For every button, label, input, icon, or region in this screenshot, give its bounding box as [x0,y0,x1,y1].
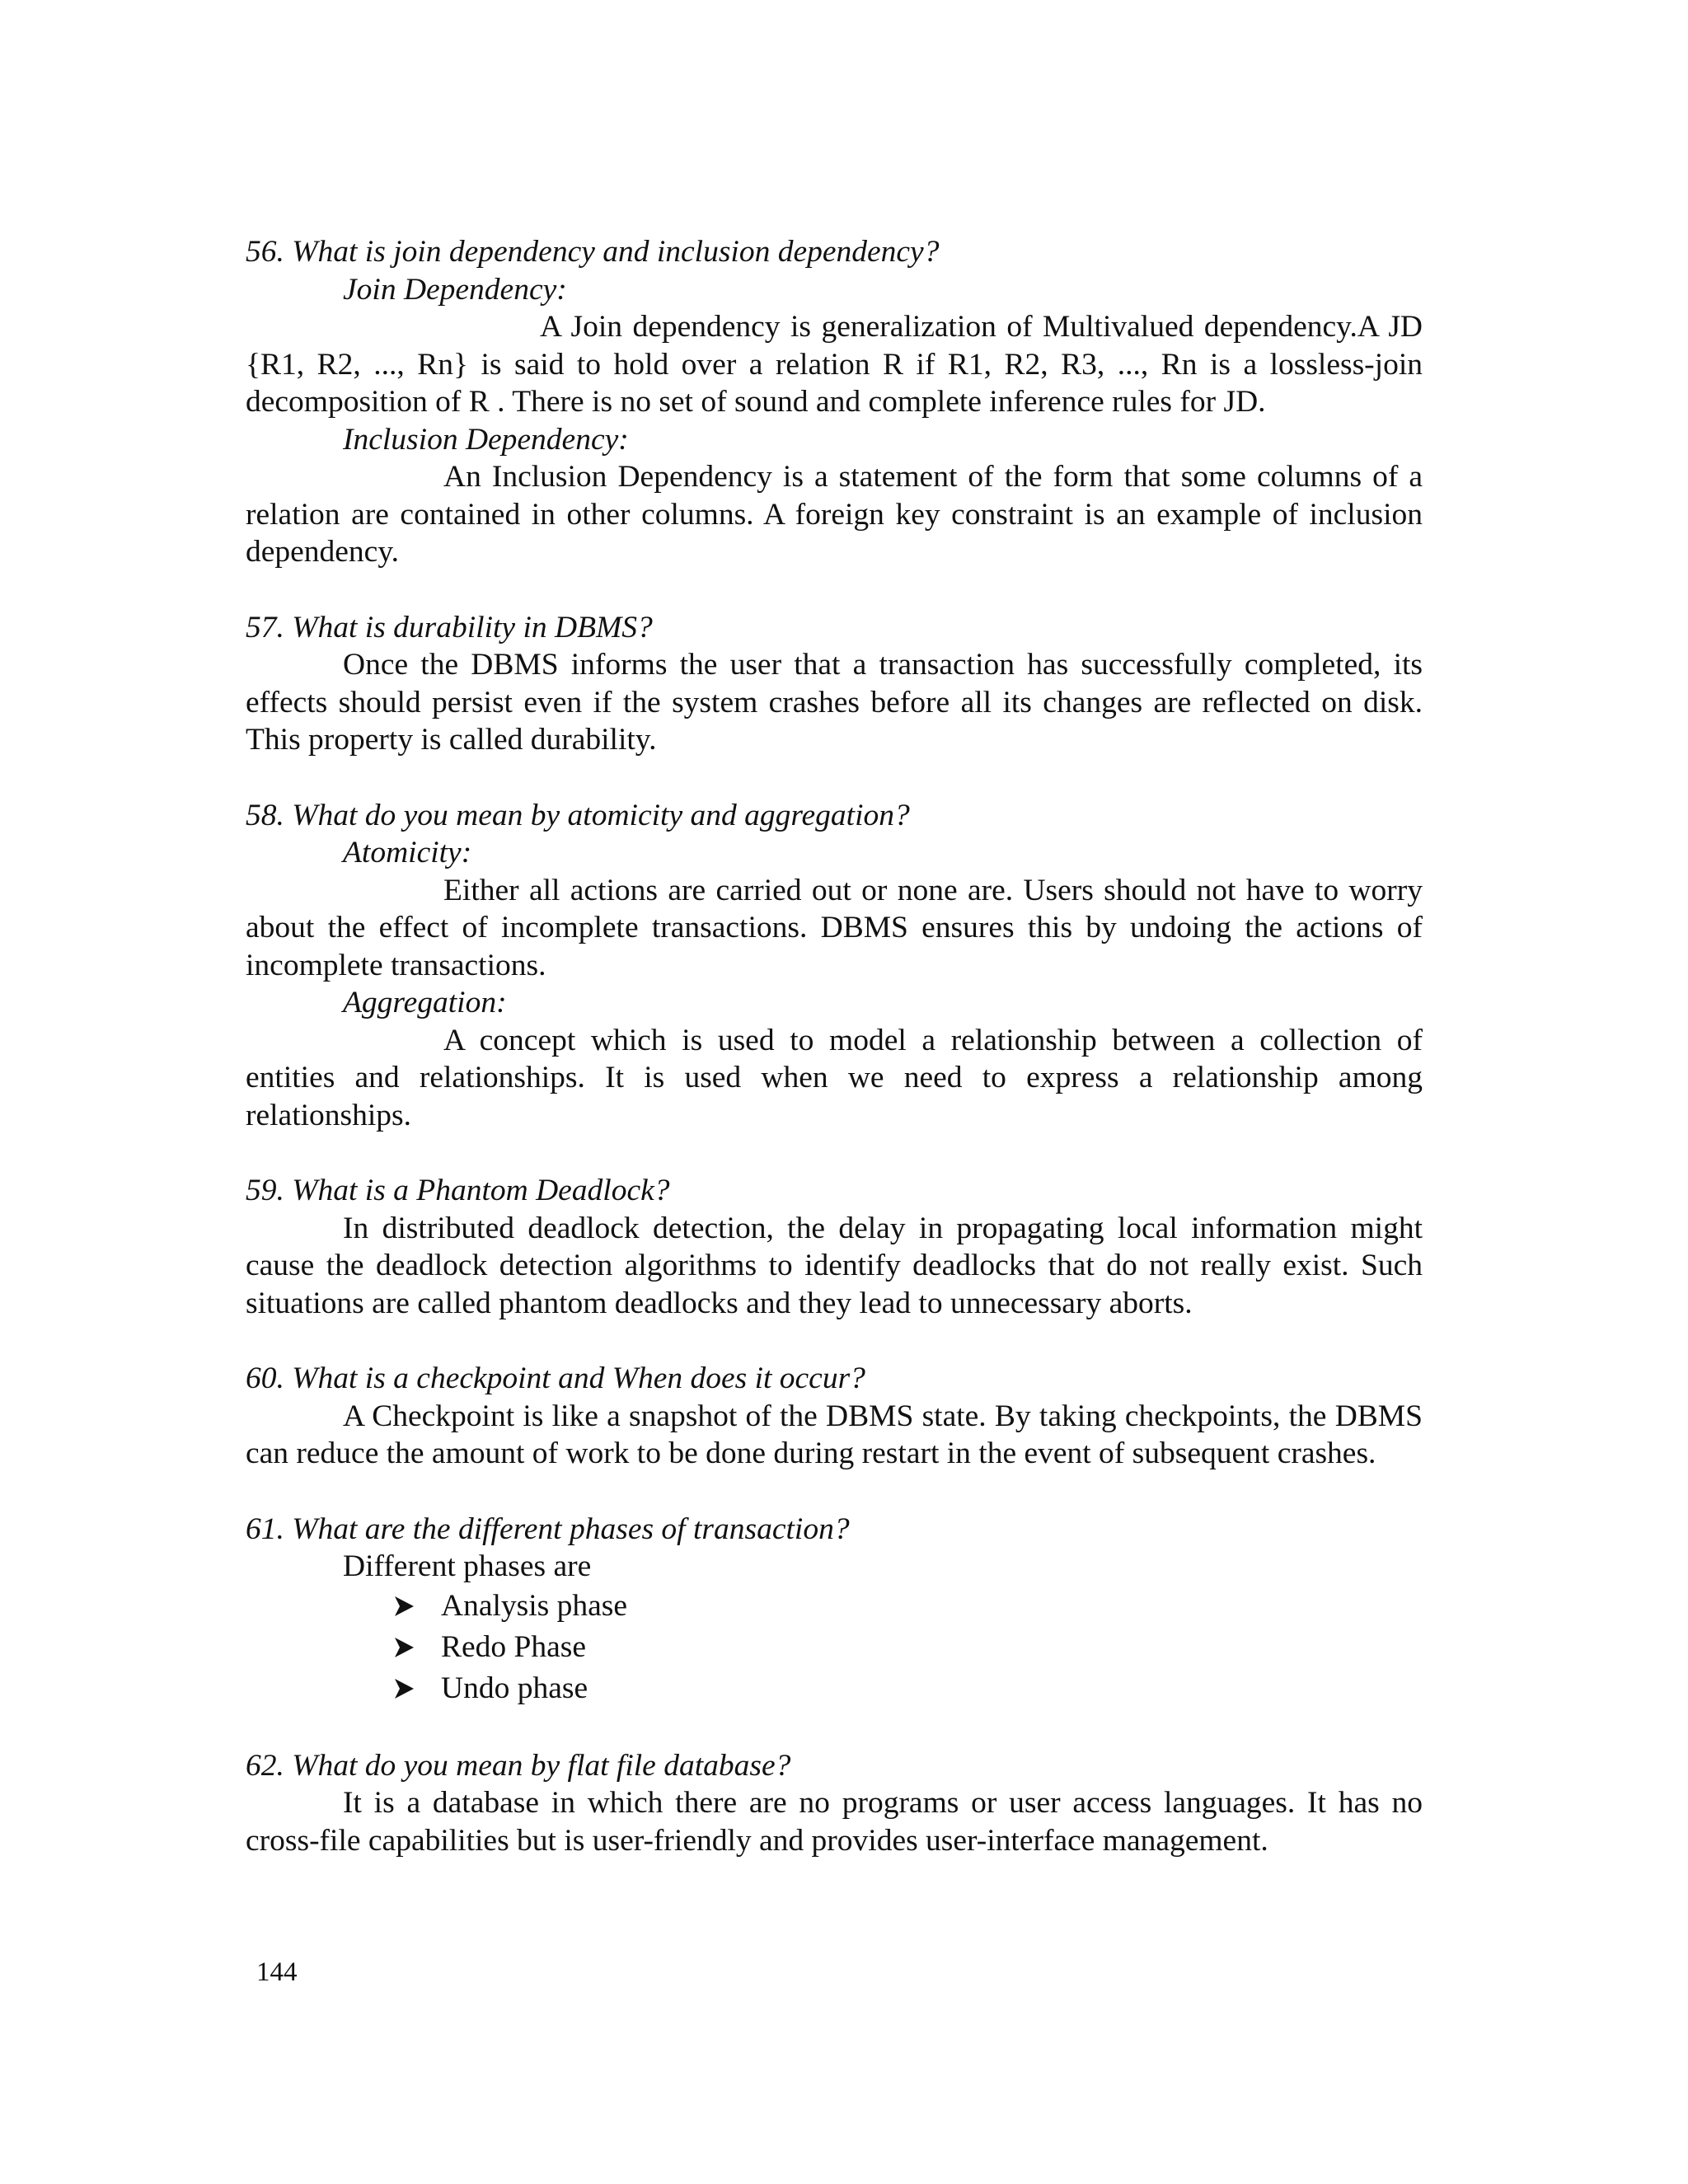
flat-file-answer: It is a database in which there are no programs or user access languages. It has no cross-file capabilities but is user-friendly and provides user-interface management. [246,1786,1423,1858]
question-62: 62. What do you mean by flat file database? [246,1748,791,1783]
page-number: 144 [256,1957,298,1987]
section-gap [246,571,1423,609]
section-gap [246,1709,1423,1747]
list-item [246,1668,1423,1709]
durability-answer: Once the DBMS informs the user that a transaction has successfully completed, its effects should persist even if the system crashes before all its changes are reflected on disk. This property is called durability. [246,648,1423,757]
question-59: 59. What is a Phantom Deadlock? [246,1174,670,1207]
phase-item-label: Undo phase [441,1671,588,1705]
phantom-deadlock-answer: In distributed deadlock detection, the delay in propagating local information might cause the deadlock detection algorithms to identify deadlocks that do not really exist. Such situations are called phantom deadlocks and they lead to unnecessary aborts. [246,1211,1423,1320]
phases-intro: Different phases are [343,1549,592,1583]
phase-item-label: Analysis phase [441,1588,628,1623]
join-dependency-text: A Join dependency is generalization of Multivalued dependency.A JD {R1, R2, ..., Rn} is said to hold over a relation R if R1, R2, R3, ..., Rn is a lossless-join decomposition of R . There is no set of sound and complete inference rules for JD. [246,310,1423,419]
list-item [246,1586,1423,1627]
atomicity-heading: Atomicity: [343,836,472,869]
question-57: 57. What is durability in DBMS? [246,610,653,644]
aggregation-heading: Aggregation: [343,986,507,1019]
question-61: 61. What are the different phases of transaction? [246,1511,850,1546]
section-gap [246,1473,1423,1511]
inclusion-dependency-heading: Inclusion Dependency: [343,422,629,457]
section-gap [246,1322,1423,1360]
atomicity-text: Either all actions are carried out or none are. Users should not have to worry about the effect of incomplete transactions. DBMS ensures this by undoing the actions of incomplete transactions. [246,873,1423,982]
page-content [246,233,1423,1859]
arrowhead-bullet-icon [394,1678,415,1699]
join-dependency-heading: Join Dependency: [343,272,567,307]
list-item [246,1627,1423,1668]
section-gap [246,759,1423,797]
phase-item-label: Redo Phase [441,1629,587,1664]
question-58: 58. What do you mean by atomicity and aggregation? [246,798,910,832]
arrowhead-bullet-icon [394,1637,415,1658]
checkpoint-answer: A Checkpoint is like a snapshot of the DBMS state. By taking checkpoints, the DBMS can reduce the amount of work to be done during restart in the event of subsequent crashes. [246,1399,1423,1470]
phases-list [246,1586,1423,1709]
section-gap [246,1134,1423,1172]
arrowhead-bullet-icon [394,1596,415,1617]
question-60: 60. What is a checkpoint and When does it occur? [246,1361,865,1395]
inclusion-dependency-text: An Inclusion Dependency is a statement of the form that some columns of a relation are contained in other columns. A foreign key constraint is an example of inclusion dependency. [246,460,1423,569]
question-56: 56. What is join dependency and inclusion dependency? [246,235,940,269]
aggregation-text: A concept which is used to model a relationship between a collection of entities and relationships. It is used when we need to express a relationship among relationships. [246,1023,1423,1132]
